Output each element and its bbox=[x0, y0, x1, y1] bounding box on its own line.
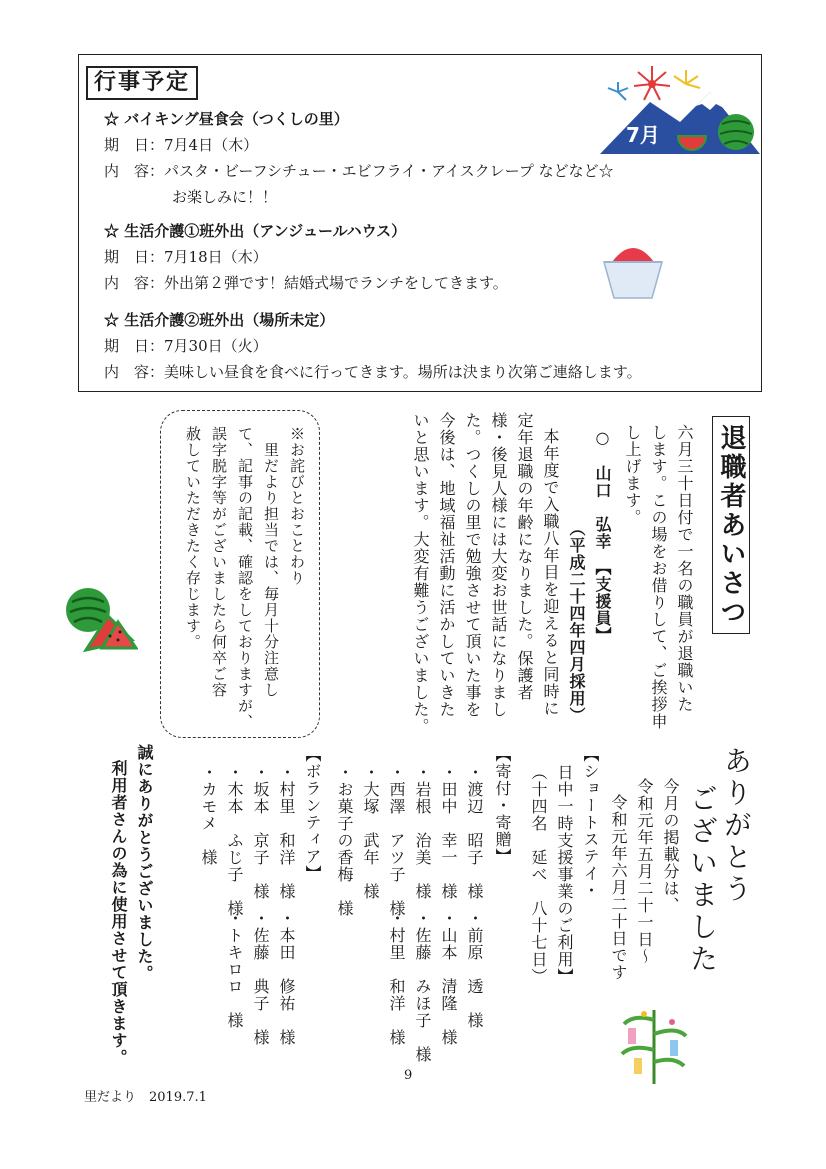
publication-footer: 里だより 2019.7.1 bbox=[84, 1090, 207, 1105]
retirement-intro-1: 六月三十日付で一名の職員が退職いた bbox=[675, 424, 694, 713]
event-heading: ☆ バイキング昼食会（つくしの里） bbox=[104, 110, 349, 128]
retirement-title: 退職者あいさつ bbox=[712, 416, 750, 634]
donor: ・大塚 武年 様 bbox=[361, 764, 380, 900]
thanks-title-2: ございました bbox=[686, 784, 719, 976]
retirement-body-5: 今後は、地域福祉活動に活かしていきた bbox=[437, 412, 456, 718]
shortstay-label-2: 日中一時支援事業のご利用】 bbox=[555, 764, 574, 985]
volunteer: ・佐藤 典子 様 bbox=[251, 910, 270, 1046]
donor: ・前原 透 様 bbox=[465, 910, 484, 1029]
period-intro: 今月の掲載分は、 bbox=[661, 778, 680, 914]
closing-1: 誠にありがとうございました。 bbox=[135, 744, 154, 982]
donor: ・渡辺 昭子 様 bbox=[465, 764, 484, 900]
event-date: 期 日：7月30日（火） bbox=[104, 337, 268, 355]
period-to: 令和元年六月二十日です bbox=[609, 794, 628, 981]
firework-icon bbox=[608, 66, 700, 100]
thanks-title-1: ありがとう bbox=[720, 746, 753, 906]
donor: ・山本 清隆 様 bbox=[439, 910, 458, 1046]
event-3 bbox=[104, 307, 642, 385]
event-date: 期 日：7月18日（木） bbox=[104, 248, 268, 266]
volunteer-label: 【ボランティア】 bbox=[303, 746, 322, 882]
retirement-body-2: 定年退職の年齢になりました。保護者 bbox=[515, 412, 534, 701]
event-content-2: お楽しみに！！ bbox=[172, 188, 278, 206]
retirement-intro-3: し上げます。 bbox=[623, 424, 642, 526]
donor: ・岩根 治美 様 bbox=[413, 764, 432, 900]
retirement-name: ○ 山口 弘幸 【支援員】 bbox=[593, 428, 612, 644]
donor: ・村里 和洋 様 bbox=[387, 910, 406, 1046]
retirement-intro-2: します。この場をお借りして、ご挨拶申 bbox=[649, 424, 668, 730]
period-from: 令和元年五月二十一日～ bbox=[635, 778, 654, 965]
event-content: 内 容：パスタ・ビーフシチュー・エビフライ・アイスクレープ などなど☆ bbox=[104, 162, 614, 180]
tanabata-icon bbox=[614, 1000, 694, 1084]
volunteer: ・トキロロ 様 bbox=[225, 910, 244, 1029]
shaved-ice-icon bbox=[598, 232, 668, 306]
volunteer: ・村里 和洋 様 bbox=[277, 764, 296, 900]
apology-line-4: 赦していただきたく存じます。 bbox=[184, 426, 202, 650]
event-2 bbox=[104, 218, 508, 296]
shortstay-label: 【ショートステイ・ bbox=[581, 746, 600, 899]
event-1 bbox=[104, 106, 614, 210]
july-label: 7月 bbox=[626, 123, 660, 147]
shortstay-count: （十四名 延べ 八十七日） bbox=[529, 764, 548, 985]
volunteer: ・坂本 京子 様 bbox=[251, 764, 270, 900]
donor: ・田中 幸一 様 bbox=[439, 764, 458, 900]
event-content: 内 容：外出第２弾です！結婚式場でランチをしてきます。 bbox=[104, 274, 508, 292]
volunteer: ・本田 修祐 様 bbox=[277, 910, 296, 1046]
volunteer: ・カモメ 様 bbox=[199, 764, 218, 866]
donor: ・佐藤 みほ子 様 bbox=[413, 910, 432, 1063]
apology-line-1: 里だより担当では、毎月十分注意し bbox=[262, 442, 280, 698]
events-title: 行事予定 bbox=[86, 66, 198, 100]
page-number: 9 bbox=[404, 1068, 413, 1083]
donor: ・西澤 アツ子 様 bbox=[387, 764, 406, 917]
retirement-body-6: いと思います。大変有難うございました。 bbox=[411, 412, 430, 735]
retirement-body-4: た。つくしの里で勉強させて頂いた事を bbox=[463, 412, 482, 718]
apology-line-3: 誤字脱字等がございましたら何卒ご容 bbox=[210, 426, 228, 698]
watermelon-slice-icon bbox=[62, 578, 138, 652]
event-content: 内 容：美味しい昼食を食べに行ってきます。場所は決まり次第ご連絡します。 bbox=[104, 363, 642, 381]
apology-line-2: て、記事の記載、確認をしておりますが、 bbox=[236, 426, 254, 730]
donation-label: 【寄付・寄贈】 bbox=[493, 746, 512, 865]
retirement-hired: （平成二十四年四月採用） bbox=[567, 520, 586, 724]
event-date: 期 日：7月4日（木） bbox=[104, 136, 259, 154]
retirement-body-1: 本年度で入職八年目を迎えると同時に bbox=[541, 428, 560, 717]
apology-title: ※お詫びとおことわり bbox=[288, 426, 306, 586]
closing-2: 利用者さんの為に使用させて頂きます。 bbox=[109, 760, 128, 1066]
event-heading: ☆ 生活介護①班外出（アンジュールハウス） bbox=[104, 222, 407, 240]
event-heading: ☆ 生活介護②班外出（場所未定） bbox=[104, 311, 335, 329]
volunteer: ・木本 ふじ子 様 bbox=[225, 764, 244, 917]
retirement-body-3: 様・後見人様には大変お世話になりまし bbox=[489, 412, 508, 718]
donor: ・お菓子の香梅 様 bbox=[335, 764, 354, 917]
july-illustration bbox=[600, 62, 760, 158]
